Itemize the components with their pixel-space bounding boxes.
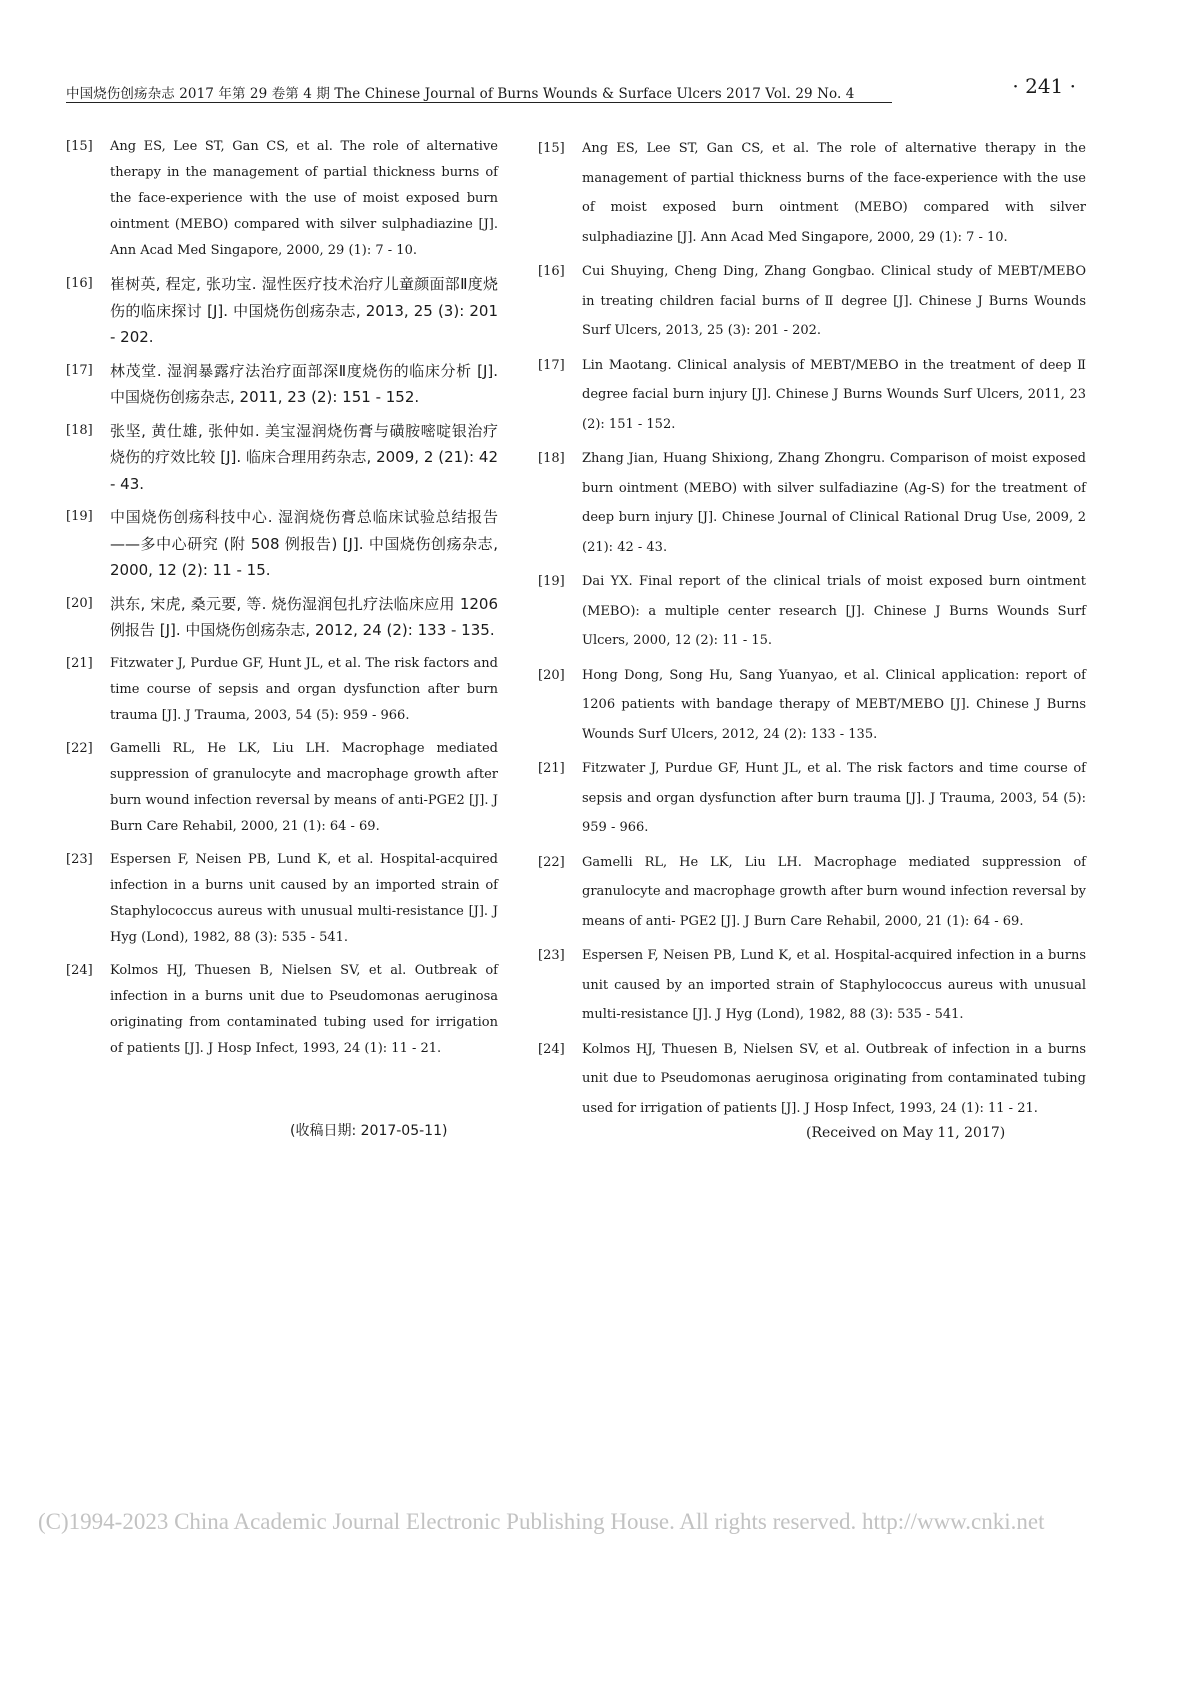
reference-number: [15] [66,139,93,154]
reference-number: [21] [66,655,93,671]
header-underline [66,102,892,103]
reference-item [66,958,498,1062]
reference-number: [18] [66,422,93,438]
reference-text: Fitzwater J, Purdue GF, Hunt JL, et al. The risk factors and time course of sepsis and organ dysfunction after burn trauma [J]. J Trauma, 2003, 54 (5): 959 - 966. [110,655,498,723]
reference-item [538,257,1086,346]
reference-text: Zhang Jian, Huang Shixiong, Zhang Zhongru. Comparison of moist exposed burn ointment (MEBO) with silver sulfadiazine (Ag-S) for the treatment of deep burn injury [J]. Chinese Journal of Clinical Rational Drug Use, 2009, 2 (21): 42 - 43. [582,451,1086,555]
reference-number: [23] [538,948,565,963]
reference-item [66,418,498,498]
reference-text: Ang ES, Lee ST, Gan CS, et al. The role of alternative therapy in the management of partial thickness burns of the face-experience with the use of moist exposed burn ointment (MEBO) compared with silver sulphadiazine [J]. Ann Acad Med Singapore, 2000, 29 (1): 7 - 10. [110,139,498,258]
page-header [66,74,1076,104]
reference-text: 中国烧伤创疡科技中心. 湿润烧伤膏总临床试验总结报告——多中心研究 (附 508 例报告) [J]. 中国烧伤创疡杂志, 2000, 12 (2): 11 - 15. [110,508,498,579]
reference-text: Gamelli RL, He LK, Liu LH. Macrophage mediated suppression of granulocyte and macrophage growth after burn wound infection reversal by means of anti- PGE2 [J]. J Burn Care Rehabil, 2000, 21 (1): 64 - 69. [582,854,1086,929]
reference-number: [22] [538,854,565,870]
reference-text: Espersen F, Neisen PB, Lund K, et al. Hospital-acquired infection in a burns unit caused by an imported strain of Staphylococcus aureus with unusual multi-resistance [J]. J Hyg (Lond), 1982, 88 (3): 535 - 541. [110,851,498,945]
reference-text: Espersen F, Neisen PB, Lund K, et al. Hospital-acquired infection in a burns unit caused by an imported strain of Staphylococcus aureus with unusual multi-resistance [J]. J Hyg (Lond), 1982, 88 (3): 535 - 541. [582,948,1086,1022]
reference-item [66,504,498,584]
reference-item [66,736,498,840]
reference-text: 林茂堂. 湿润暴露疗法治疗面部深Ⅱ度烧伤的临床分析 [J]. 中国烧伤创疡杂志, 2011, 23 (2): 151 - 152. [110,361,498,406]
reference-number: [22] [66,740,93,756]
reference-number: [24] [66,962,93,978]
reference-text: 张坚, 黄仕雄, 张仲如. 美宝湿润烧伤膏与磺胺嘧啶银治疗烧伤的疗效比较 [J]. 临床合理用药杂志, 2009, 2 (21): 42 - 43. [110,421,498,493]
reference-number: [15] [538,141,565,156]
reference-text: Lin Maotang. Clinical analysis of MEBT/MEBO in the treatment of deep Ⅱ degree facial burn injury [J]. Chinese J Burns Wounds Surf Ulcers, 2011, 23 (2): 151 - 152. [582,357,1086,432]
reference-text: 崔树英, 程定, 张功宝. 湿性医疗技术治疗儿童颜面部Ⅱ度烧伤的临床探讨 [J]. 中国烧伤创疡杂志, 2013, 25 (3): 201 - 202. [110,275,498,346]
reference-text: Kolmos HJ, Thuesen B, Nielsen SV, et al. Outbreak of infection in a burns unit due to Pseudomonas aeruginosa originating from contaminated tubing used for irrigation of patients [J]. J Hosp Infect, 1993, 24 (1): 11 - 21. [582,1041,1086,1116]
reference-item [66,271,498,351]
reference-text: Ang ES, Lee ST, Gan CS, et al. The role of alternative therapy in the management of partial thickness burns of the face-experience with the use of moist exposed burn ointment (MEBO) compared with silver sulphadiazine [J]. Ann Acad Med Singapore, 2000, 29 (1): 7 - 10. [582,141,1086,245]
english-references-column [538,134,1086,1128]
page-number: · 241 · [1012,74,1076,98]
copyright-watermark: (C)1994-2023 China Academic Journal Electronic Publishing House. All rights reserved. http://www.cnki.net [38,1509,1045,1534]
reference-number: [21] [538,761,565,776]
reference-number: [19] [538,574,565,589]
running-title: 中国烧伤创疡杂志 2017 年第 29 卷第 4 期 The Chinese Journal of Burns Wounds & Surface Ulcers 2017 Vol. 29 No. 4 [66,86,855,102]
reference-number: [16] [538,264,565,279]
reference-text: Fitzwater J, Purdue GF, Hunt JL, et al. The risk factors and time course of sepsis and organ dysfunction after burn trauma [J]. J Trauma, 2003, 54 (5): 959 - 966. [582,761,1086,835]
reference-text: 洪东, 宋虎, 桑元要, 等. 烧伤湿润包扎疗法临床应用 1206 例报告 [J]. 中国烧伤创疡杂志, 2012, 24 (2): 133 - 135. [110,594,498,639]
reference-text: Gamelli RL, He LK, Liu LH. Macrophage mediated suppression of granulocyte and macrophage growth after burn wound infection reversal by means of anti-PGE2 [J]. J Burn Care Rehabil, 2000, 21 (1): 64 - 69. [110,740,498,834]
reference-item [538,351,1086,440]
reference-text: Cui Shuying, Cheng Ding, Zhang Gongbao. Clinical study of MEBT/MEBO in treating children facial burns of Ⅱ degree [J]. Chinese J Burns Wounds Surf Ulcers, 2013, 25 (3): 201 - 202. [582,264,1086,338]
reference-text: Kolmos HJ, Thuesen B, Nielsen SV, et al. Outbreak of infection in a burns unit due to Pseudomonas aeruginosa originating from contaminated tubing used for irrigation of patients [J]. J Hosp Infect, 1993, 24 (1): 11 - 21. [110,962,498,1056]
reference-item [538,848,1086,937]
reference-item [538,941,1086,1030]
reference-number: [23] [66,851,93,867]
reference-item [538,754,1086,843]
reference-number: [17] [538,357,565,373]
received-date-english: (Received on May 11, 2017) [806,1125,1006,1141]
reference-number: [24] [538,1041,565,1057]
reference-number: [17] [66,362,93,378]
reference-item [538,567,1086,656]
reference-item [538,661,1086,750]
chinese-references-column [66,134,498,1069]
reference-item [66,847,498,951]
received-date-chinese: (收稿日期: 2017-05-11) [290,1123,448,1139]
reference-item [66,591,498,644]
reference-text: Dai YX. Final report of the clinical trials of moist exposed burn ointment (MEBO): a multiple center research [J]. Chinese J Burns Wounds Surf Ulcers, 2000, 12 (2): 11 - 15. [582,574,1086,648]
reference-number: [20] [66,595,93,611]
reference-number: [16] [66,276,93,291]
reference-item [538,1035,1086,1124]
reference-item [538,444,1086,562]
reference-item [66,651,498,729]
reference-item [66,358,498,411]
reference-number: [20] [538,667,565,683]
reference-number: [18] [538,451,565,466]
reference-item [66,134,498,264]
reference-number: [19] [66,509,93,524]
reference-item [538,134,1086,252]
reference-text: Hong Dong, Song Hu, Sang Yuanyao, et al. Clinical application: report of 1206 patients with bandage therapy of MEBT/MEBO [J]. Chinese J Burns Wounds Surf Ulcers, 2012, 24 (2): 133 - 135. [582,667,1086,742]
